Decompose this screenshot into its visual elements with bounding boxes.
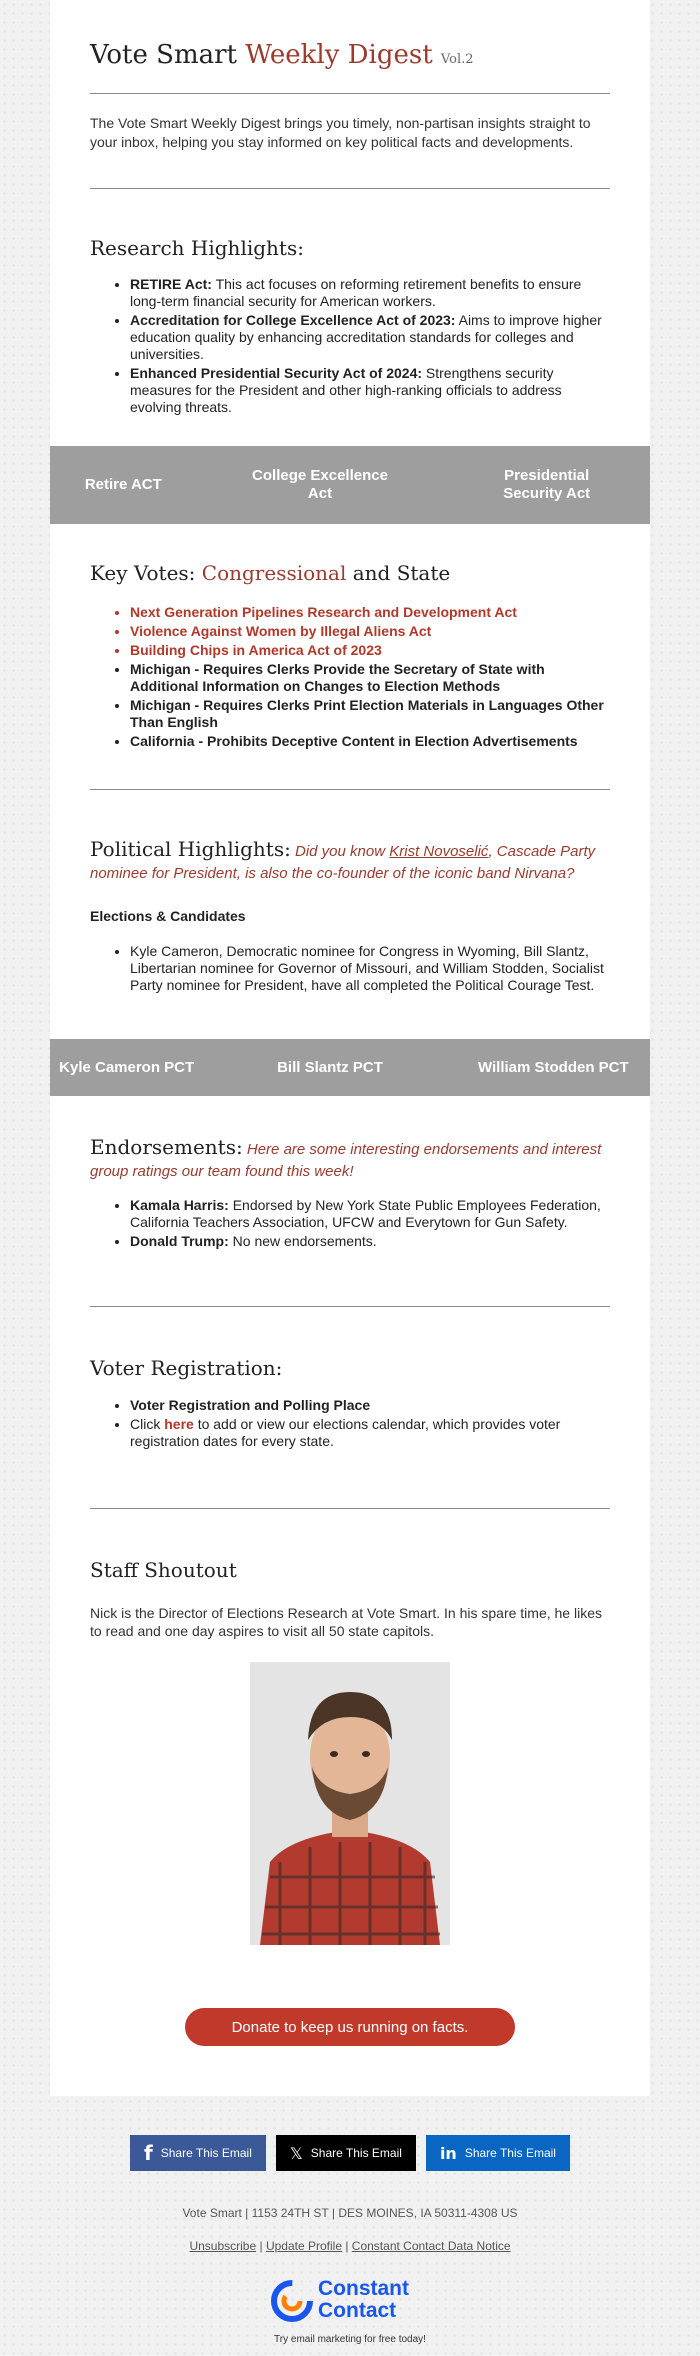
endorsements-list-wrap [90,1197,610,1252]
political-list-wrap [90,943,610,996]
data-notice-link[interactable]: Constant Contact Data Notice [351,2239,511,2253]
key-vote-item: • Michigan - Requires Clerks Provide the Secretary of State with Additional Information on Changes to Election Methods [130,661,610,695]
research-list-wrap [90,276,610,418]
list-item: • Accreditation for College Excellence Act of 2023: Aims to improve higher education quality by enhancing accreditation standards for colleges and universities. [130,312,610,363]
college-excellence-act-button[interactable]: College Excellence Act [252,467,388,502]
list-item: • Enhanced Presidential Security Act of 2024: Strengthens security measures for the President and other high-ranking officials to address evolving threats. [130,365,610,416]
divider [90,1306,610,1307]
political-section: Political Highlights: Did you know Krist Novoselić, Cascade Party nominee for President, is also the co-founder of the iconic band Nirvana? [90,837,596,882]
share-bar [0,2135,700,2171]
divider [90,93,610,94]
x-icon: 𝕏 [289,2143,303,2163]
divider [90,1508,610,1509]
research-section [90,236,610,260]
linkedin-share-button[interactable]: in Share This Email [426,2135,570,2171]
key-votes-heading: Key Votes: Congressional and State [90,561,451,585]
list-item: • Kamala Harris: Endorsed by New York State Public Employees Federation, California Teachers Association, UFCW and Everytown for Gun Safety. [130,1197,610,1231]
facebook-share-button[interactable]: f Share This Email [130,2135,266,2171]
william-stodden-pct-button[interactable]: William Stodden PCT [477,1058,629,1076]
list-item: • Click here to add or view our elections calendar, which provides voter registration dates for every state. [130,1416,610,1450]
staff-section [90,1558,610,1582]
voter-list [90,1397,610,1450]
key-vote-link[interactable]: • Building Chips in America Act of 2023 [130,642,610,659]
update-profile-link[interactable]: Update Profile [265,2239,342,2253]
divider [90,789,610,790]
elections-calendar-link[interactable]: here [164,1416,194,1432]
staff-portrait-illustration [250,1662,450,1945]
x-share-button[interactable]: 𝕏 Share This Email [276,2135,416,2171]
voter-heading: Voter Registration: [90,1356,283,1380]
endorsements-heading: Endorsements: [90,1135,243,1159]
bill-slantz-pct-button[interactable]: Bill Slantz PCT [277,1058,383,1076]
political-list [90,943,610,994]
pct-button-bar [50,1039,650,1096]
unsubscribe-link[interactable]: Unsubscribe [189,2239,257,2253]
key-votes-list-wrap [90,604,610,752]
intro-text: The Vote Smart Weekly Digest brings you timely, non-partisan insights straight to your inbox, helping you stay informed on key political facts and developments. [90,115,591,150]
facebook-icon: f [144,2141,153,2165]
list-item: • RETIRE Act: This act focuses on reforming retirement benefits to ensure long-term financial security for American workers. [130,276,610,310]
key-vote-item: • California - Prohibits Deceptive Content in Election Advertisements [130,733,610,750]
constant-contact-tagline: Try email marketing for free today! [274,2334,426,2345]
voter-registration-link[interactable]: • Voter Registration and Polling Place [130,1397,610,1414]
list-item: • Kyle Cameron, Democratic nominee for Congress in Wyoming, Bill Slantz, Libertarian nominee for Governor of Missouri, and William Stodden, Socialist Party nominee for President, have all completed the Political Courage Test. [130,943,610,994]
key-votes-section [90,561,610,585]
key-vote-link[interactable]: • Next Generation Pipelines Research and Development Act [130,604,610,621]
political-heading: Political Highlights: [90,837,291,861]
presidential-security-act-button[interactable]: Presidential Security Act [503,467,591,502]
staff-photo [250,1662,450,1945]
research-list [90,276,610,416]
key-vote-link[interactable]: • Violence Against Women by Illegal Aliens Act [130,623,610,640]
staff-text: Nick is the Director of Elections Research at Vote Smart. In his spare time, he likes to read and one day aspires to visit all 50 state capitols. [90,1605,602,1639]
footer-links: Unsubscribe | Update Profile | Constant Contact Data Notice [189,2239,511,2253]
staff-heading: Staff Shoutout [90,1558,237,1582]
retire-act-button[interactable]: Retire ACT [84,476,162,493]
elections-candidates-subhead: Elections & Candidates [90,908,246,924]
linkedin-icon: in [439,2143,457,2163]
krist-novoselic-link[interactable]: Krist Novoselić [389,843,489,860]
research-button-bar [50,446,650,524]
constant-contact-wordmark: Constant Contact [318,2277,409,2322]
key-vote-item: • Michigan - Requires Clerks Print Election Materials in Languages Other Than English [130,697,610,731]
divider [90,188,610,189]
research-heading: Research Highlights: [90,236,304,260]
voter-section [90,1356,610,1380]
footer-address: Vote Smart | 1153 24TH ST | DES MOINES, IA 50311-4308 US [182,2206,518,2220]
digest-title: Vote Smart Weekly Digest Vol.2 [90,40,474,70]
voter-list-wrap [90,1397,610,1452]
list-item: • Donald Trump: No new endorsements. [130,1233,610,1250]
endorsements-list [90,1197,610,1250]
kyle-cameron-pct-button[interactable]: Kyle Cameron PCT [59,1058,195,1076]
donate-button[interactable]: Donate to keep us running on facts. [185,2008,515,2046]
endorsements-section: Endorsements: Here are some interesting endorsements and interest group ratings our team found this week! [90,1135,602,1180]
key-votes-list [90,604,610,750]
constant-contact-logo[interactable] [270,2276,440,2326]
